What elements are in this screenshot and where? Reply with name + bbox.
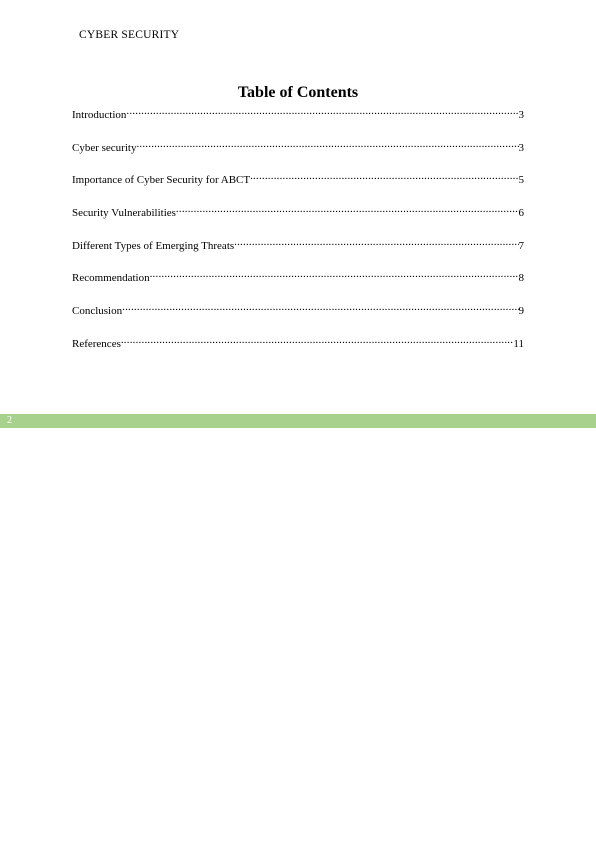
- toc-entry-security-vulnerabilities[interactable]: [72, 202, 524, 235]
- toc-dot-leader: [250, 169, 518, 183]
- toc-title: Table of Contents: [237, 84, 359, 101]
- toc-entry-page: 9: [518, 305, 524, 318]
- toc-entry-cyber-security[interactable]: [72, 137, 524, 170]
- toc-entry-label[interactable]: Conclusion: [72, 305, 123, 318]
- toc-entry-references[interactable]: [72, 333, 524, 366]
- page-number: 2: [7, 415, 12, 426]
- toc-dot-leader: [176, 202, 519, 216]
- toc-entry-page: 3: [518, 109, 524, 121]
- table-of-contents: [72, 104, 524, 366]
- toc-entry-page: 7: [518, 239, 524, 252]
- toc-entry-label[interactable]: Cyber security: [72, 141, 137, 154]
- toc-entry-recommendation[interactable]: [72, 267, 524, 300]
- toc-entry-page: 8: [518, 272, 524, 285]
- toc-entry-page: 6: [518, 207, 524, 220]
- toc-entry-importance[interactable]: [72, 169, 524, 202]
- footer-band: [0, 414, 596, 428]
- toc-entry-label[interactable]: Importance of Cyber Security for ABCT: [72, 174, 251, 187]
- toc-entry-emerging-threats[interactable]: [72, 235, 524, 268]
- toc-entry-label[interactable]: Security Vulnerabilities: [72, 207, 176, 220]
- toc-dot-leader: [126, 104, 518, 118]
- toc-entry-label[interactable]: Different Types of Emerging Threats: [72, 239, 235, 252]
- toc-entry-label[interactable]: Introduction: [72, 109, 127, 121]
- toc-entry-label[interactable]: References: [72, 337, 121, 350]
- toc-dot-leader: [122, 300, 518, 314]
- toc-dot-leader: [136, 137, 518, 151]
- toc-dot-leader: [121, 333, 514, 347]
- toc-entry-introduction[interactable]: [72, 104, 524, 137]
- toc-entry-page: 5: [518, 174, 524, 187]
- toc-entry-page: 11: [513, 337, 524, 350]
- toc-entry-conclusion[interactable]: [72, 300, 524, 333]
- toc-entry-page: 3: [518, 141, 524, 154]
- toc-entry-label[interactable]: Recommendation: [72, 272, 150, 285]
- running-header: CYBER SECURITY: [79, 29, 180, 41]
- toc-dot-leader: [234, 235, 518, 249]
- toc-dot-leader: [150, 267, 519, 281]
